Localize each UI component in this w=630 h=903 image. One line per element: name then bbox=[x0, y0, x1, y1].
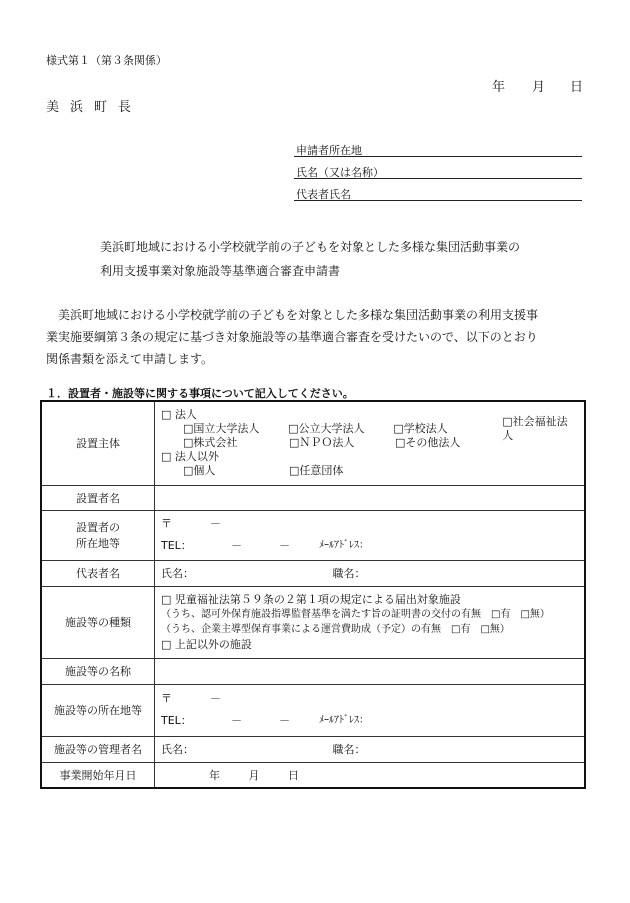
establisher-name-field[interactable] bbox=[155, 485, 586, 510]
table-row bbox=[41, 485, 585, 510]
document-title-line1: 美浜町地域における小学校就学前の子どもを対象とした多様な集団活動事業の bbox=[100, 240, 521, 254]
table-row bbox=[41, 736, 585, 762]
facility-type-option-2[interactable]: □ 上記以外の施設 bbox=[161, 637, 252, 651]
start-day: 日 bbox=[288, 768, 299, 782]
facility-name-field[interactable] bbox=[155, 658, 586, 684]
start-year: 年 bbox=[209, 768, 220, 782]
table-row bbox=[41, 510, 585, 560]
option-national-univ[interactable]: □国立大学法人 bbox=[183, 422, 260, 436]
establisher-cell bbox=[155, 401, 586, 485]
addressee-char: 長 bbox=[118, 100, 132, 115]
facility-address-field[interactable] bbox=[155, 684, 586, 736]
section1-heading: １．設置者・施設等に関する事項について記入してください。 bbox=[46, 387, 354, 400]
rep-name-label: 氏名： bbox=[161, 567, 194, 580]
body-text-line2: 業実施要綱第３条の規定に基づき対象施設等の基準適合審査を受けたいので、以下のとおり bbox=[46, 330, 538, 344]
option-other-corp[interactable]: □その他法人 bbox=[395, 436, 461, 450]
date-month: 月 bbox=[532, 80, 546, 95]
postal-mark: 〒 bbox=[161, 692, 172, 705]
facility-type-cell bbox=[155, 586, 586, 658]
manager-name-label: 氏名： bbox=[161, 743, 194, 756]
option-npo[interactable]: □ＮＰＯ法人 bbox=[289, 436, 355, 450]
table-row bbox=[41, 401, 585, 485]
applicant-address-label: 申請者所在地 bbox=[296, 144, 362, 157]
form-number: 様式第１（第３条関係） bbox=[46, 54, 167, 67]
option-voluntary-group[interactable]: □任意団体 bbox=[289, 464, 344, 478]
tel-dash: － bbox=[231, 539, 242, 552]
body-text-line1: 美浜町地域における小学校就学前の子どもを対象とした多様な集団活動事業の利用支援事 bbox=[58, 308, 539, 322]
tel-label: TEL： bbox=[161, 539, 192, 552]
table-row bbox=[41, 560, 585, 586]
table-row bbox=[41, 586, 585, 658]
option-company[interactable]: □株式会社 bbox=[183, 436, 238, 450]
option-public-univ[interactable]: □公立大学法人 bbox=[288, 422, 365, 436]
tel-label: TEL： bbox=[161, 714, 192, 727]
facility-manager-label: 施設等の管理者名 bbox=[41, 736, 155, 762]
applicant-name-line[interactable] bbox=[294, 178, 582, 179]
applicant-rep-line[interactable] bbox=[294, 200, 582, 201]
option-individual[interactable]: □個人 bbox=[183, 464, 216, 478]
facility-type-label: 施設等の種類 bbox=[41, 586, 155, 658]
rep-title-label: 職名： bbox=[332, 567, 366, 580]
rep-label: 代表者名 bbox=[41, 560, 155, 586]
rep-field[interactable] bbox=[155, 560, 586, 586]
option-welfare-corp[interactable]: □社会福祉法人 bbox=[502, 415, 568, 443]
applicant-address-line[interactable] bbox=[294, 156, 582, 157]
applicant-rep-label: 代表者氏名 bbox=[296, 188, 351, 201]
body-text-line3: 関係書類を添えて申請します。 bbox=[46, 352, 214, 366]
facility-address-label: 施設等の所在地等 bbox=[41, 684, 155, 736]
postal-dash: － bbox=[210, 517, 221, 530]
postal-mark: 〒 bbox=[161, 517, 172, 530]
start-month: 月 bbox=[248, 768, 260, 782]
manager-title-label: 職名： bbox=[332, 743, 366, 756]
facility-manager-field[interactable] bbox=[155, 736, 586, 762]
establisher-name-label: 設置者名 bbox=[41, 485, 155, 510]
establisher-address-field[interactable] bbox=[155, 510, 586, 560]
establisher-address-label bbox=[41, 510, 155, 560]
addressee-char: 美 bbox=[46, 100, 60, 115]
corp-checkbox[interactable]: □ 法人 bbox=[161, 408, 197, 422]
facility-type-option-1[interactable]: □ 児童福祉法第５９条の２第１項の規定による届出対象施設 bbox=[161, 592, 461, 606]
document-title-line2: 利用支援事業対象施設等基準適合審査申請書 bbox=[100, 264, 341, 278]
applicant-name-label: 氏名（又は名称） bbox=[296, 166, 384, 179]
table-row bbox=[41, 684, 585, 736]
postal-dash: － bbox=[210, 692, 221, 705]
noncorp-checkbox[interactable]: □ 法人以外 bbox=[161, 450, 219, 464]
mail-label: ﾒｰﾙｱﾄﾞﾚｽ： bbox=[319, 540, 369, 551]
facility-name-label: 施設等の名称 bbox=[41, 658, 155, 684]
date-year: 年 bbox=[492, 80, 506, 95]
facility-type-sub-1[interactable]: （うち、認可外保育施設指導監督基準を満たす旨の証明書の交付の有無 □有 □無） bbox=[161, 608, 550, 620]
date-day: 日 bbox=[570, 80, 584, 95]
start-date-label: 事業開始年月日 bbox=[41, 762, 155, 788]
establisher-label: 設置主体 bbox=[41, 401, 155, 485]
label-line: 設置者の bbox=[76, 521, 120, 534]
tel-dash: － bbox=[279, 714, 290, 727]
facility-type-sub-2[interactable]: （うち、企業主導型保育事業による運営費助成（予定）の有無 □有 □無） bbox=[161, 623, 510, 635]
tel-dash: － bbox=[231, 714, 242, 727]
tel-dash: － bbox=[279, 539, 290, 552]
addressee-char: 町 bbox=[94, 100, 108, 115]
label-line: 所在地等 bbox=[76, 537, 120, 550]
mail-label: ﾒｰﾙｱﾄﾞﾚｽ： bbox=[319, 715, 369, 726]
addressee-char: 浜 bbox=[70, 100, 84, 115]
option-school-corp[interactable]: □学校法人 bbox=[393, 422, 448, 436]
table-row bbox=[41, 762, 585, 788]
table-row bbox=[41, 658, 585, 684]
addressee bbox=[46, 96, 131, 115]
start-date-field[interactable] bbox=[155, 762, 586, 788]
facility-form-table bbox=[40, 400, 586, 789]
